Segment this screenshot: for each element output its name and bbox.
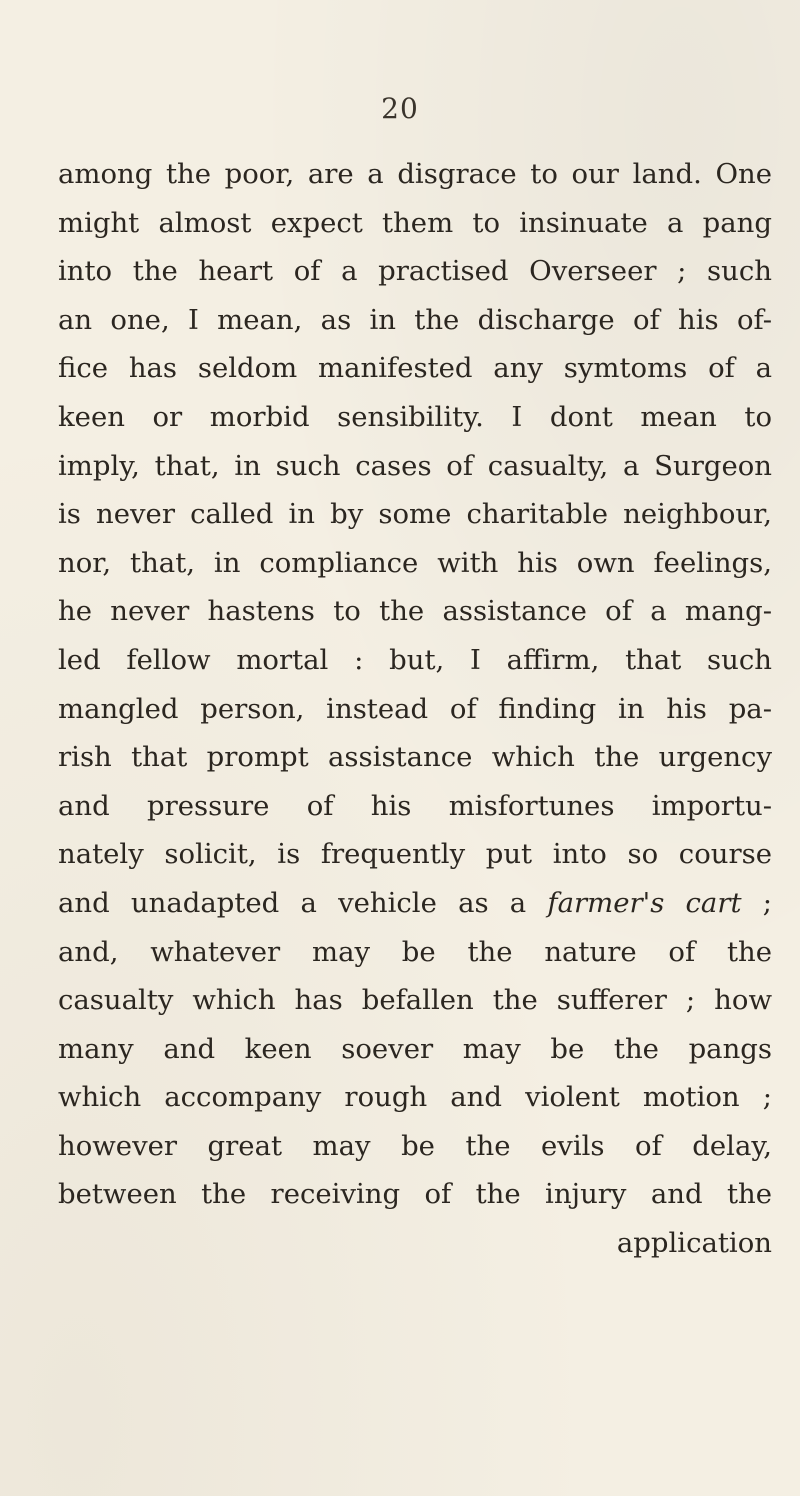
- text-line: rish that prompt assistance which the urgency: [58, 741, 772, 774]
- text-line: is never called in by some charitable neighbour,: [58, 498, 772, 531]
- text-line-with-italic: [58, 879, 772, 928]
- text-line: led fellow mortal : but, I affirm, that such: [58, 643, 772, 676]
- text-line: among the poor, are a disgrace to our land. One: [58, 158, 772, 190]
- text-line: however great may be the evils of delay,: [58, 1129, 772, 1162]
- text-line: he never hastens to the assistance of a mang-: [58, 595, 772, 628]
- text-line: casualty which has befallen the sufferer ; how: [58, 984, 772, 1017]
- body-text: [58, 150, 772, 1268]
- text-line: which accompany rough and violent motion ;: [58, 1081, 772, 1114]
- text-line: fice has seldom manifested any symtoms of a: [58, 352, 772, 385]
- page-number: 20: [381, 92, 419, 125]
- text-line: nately solicit, is frequently put into so course: [58, 838, 772, 871]
- text-line: nor, that, in compliance with his own feelings,: [58, 546, 772, 579]
- text-line-end: ;: [741, 886, 772, 919]
- text-line: keen or morbid sensibility. I dont mean to: [58, 400, 772, 433]
- text-line: an one, I mean, as in the discharge of his of-: [58, 303, 772, 336]
- text-line: might almost expect them to insinuate a pang: [58, 206, 772, 239]
- text-line: into the heart of a practised Overseer ; such: [58, 255, 772, 288]
- text-line: many and keen soever may be the pangs: [58, 1032, 772, 1065]
- text-line: and, whatever may be the nature of the: [58, 935, 772, 968]
- text-line: imply, that, in such cases of casualty, a Surgeon: [58, 449, 772, 482]
- text-line: between the receiving of the injury and the: [58, 1178, 772, 1211]
- text-line-start: and unadapted a vehicle as a: [58, 886, 548, 919]
- catchword: application: [616, 1227, 772, 1260]
- italic-phrase: farmer's cart: [547, 886, 742, 919]
- text-line: mangled person, instead of finding in his pa-: [58, 692, 772, 725]
- text-line: and pressure of his misfortunes importu-: [58, 789, 772, 822]
